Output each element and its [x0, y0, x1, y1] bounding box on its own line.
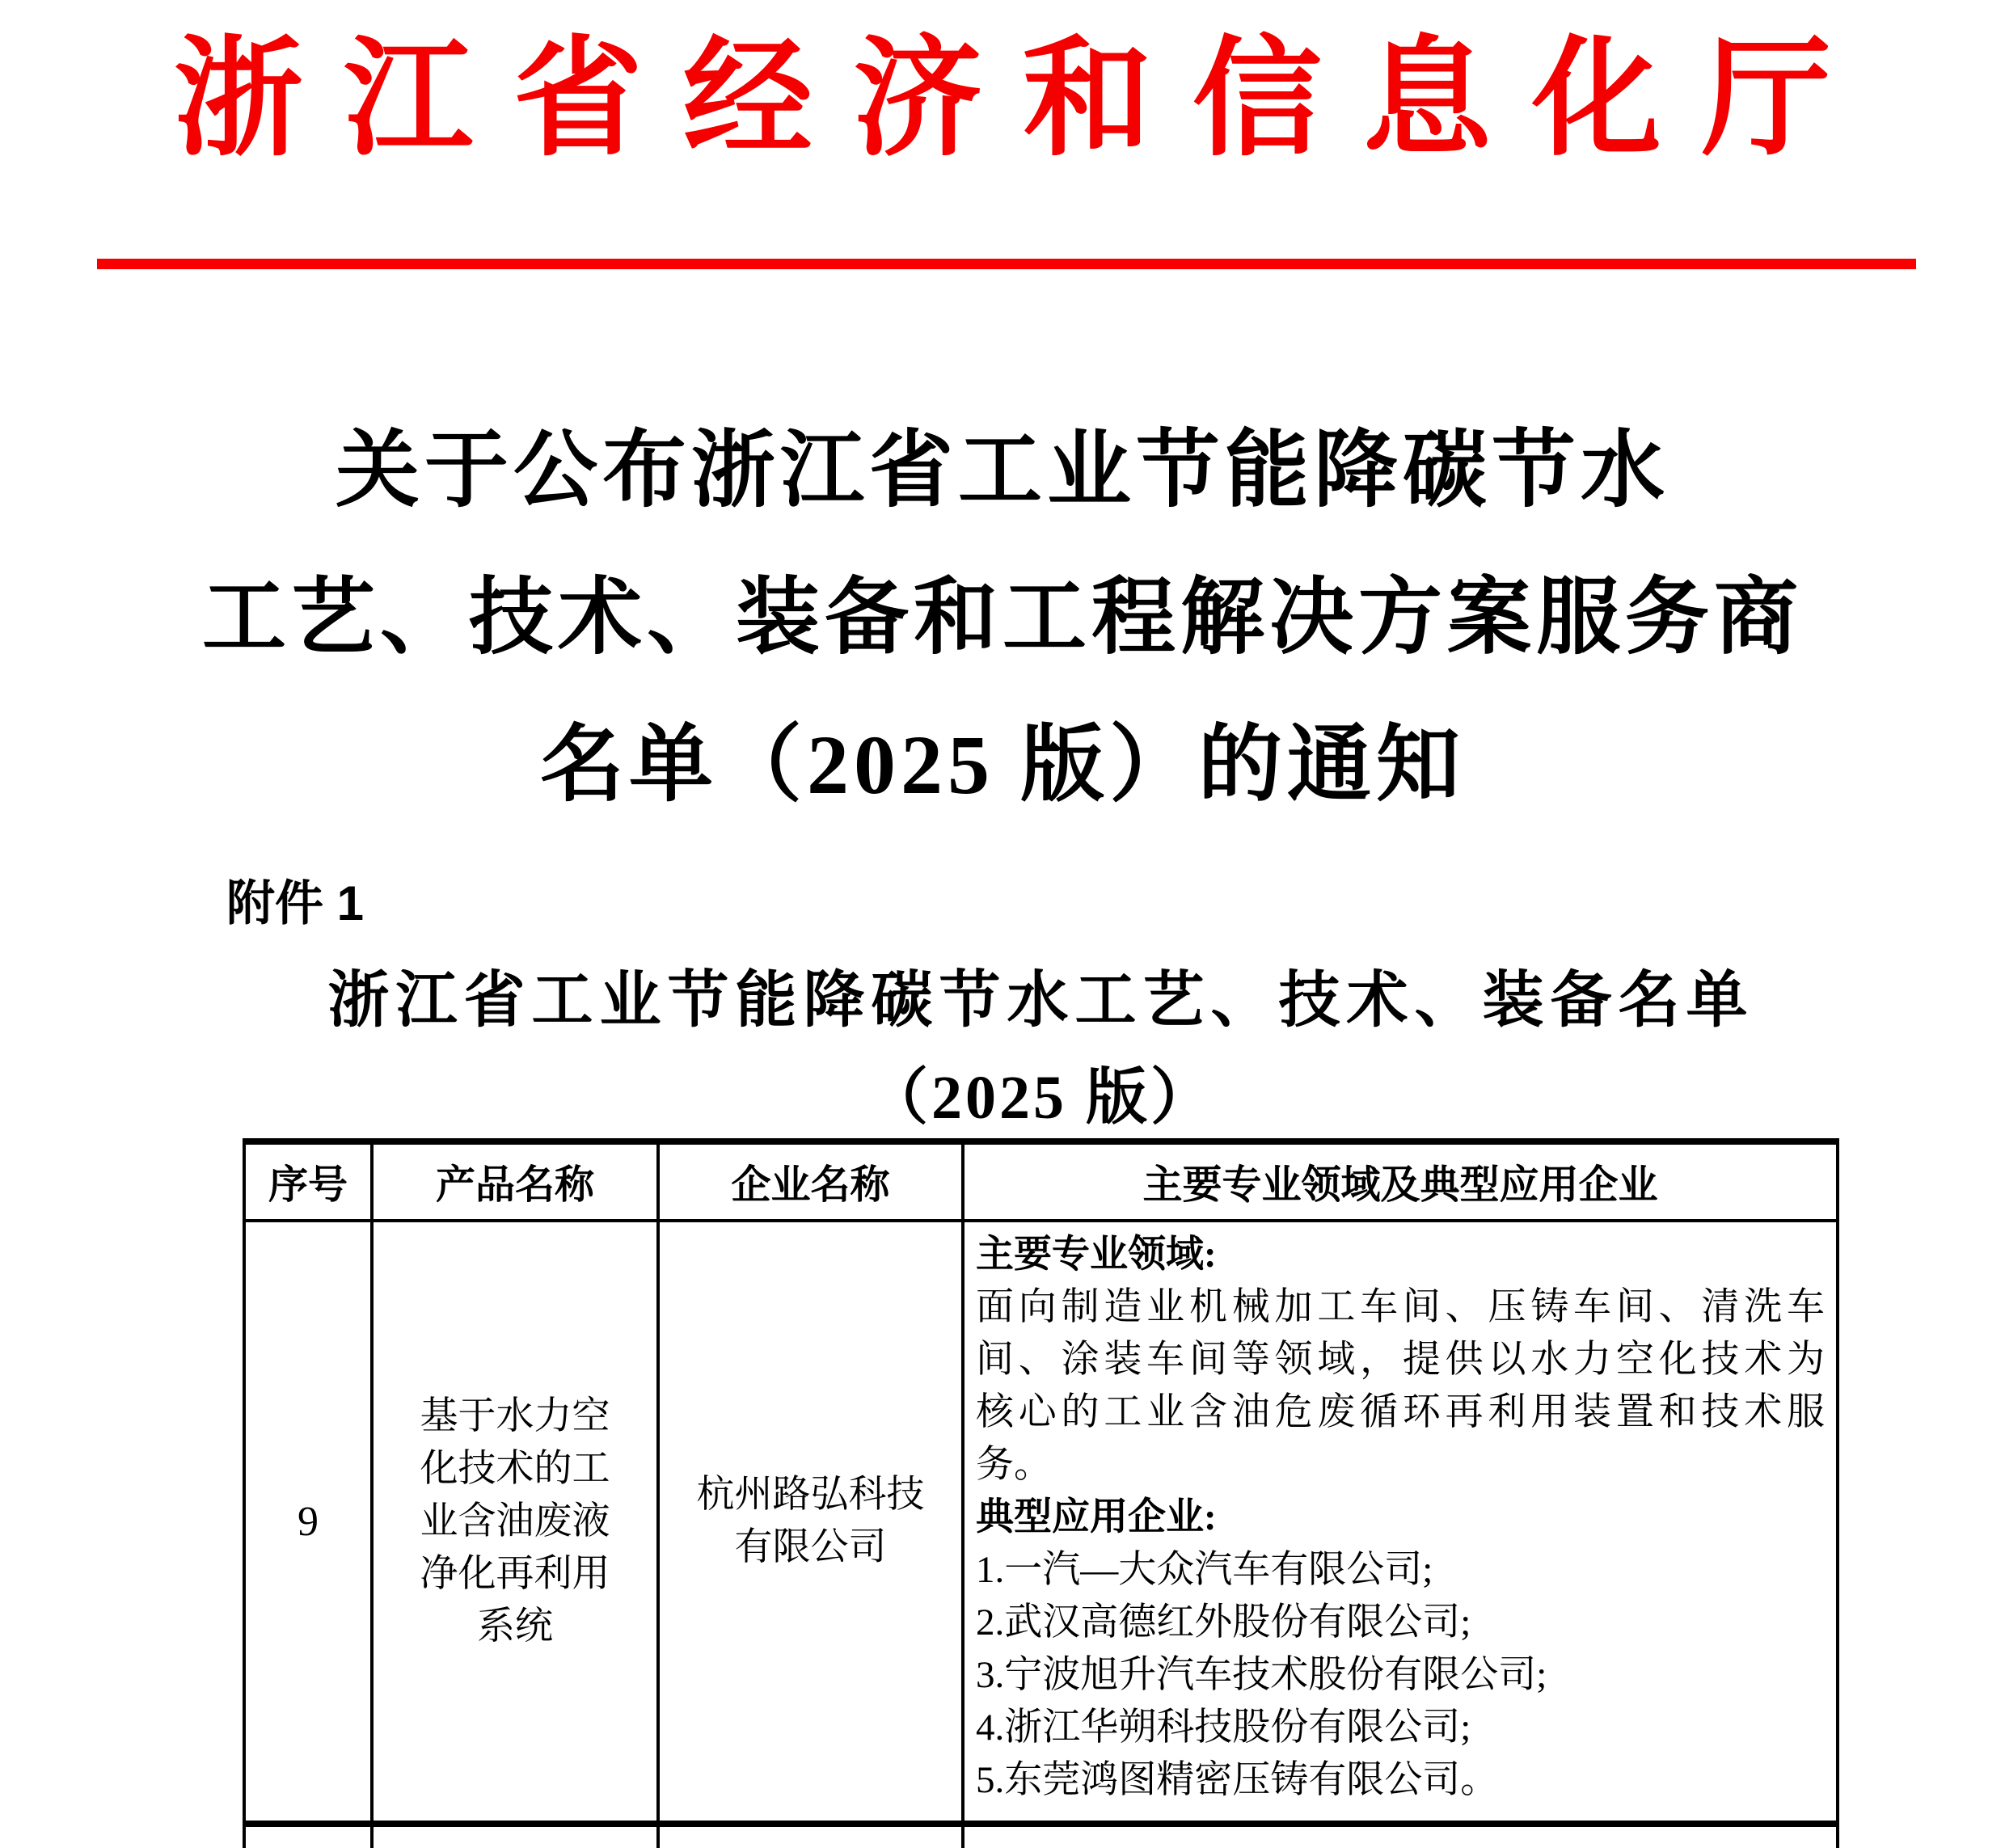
text-line: 间、涂装车间等领域，提供以水力空化技术为 [976, 1339, 1825, 1381]
cell-empty [963, 1824, 1838, 1848]
table-row [244, 1221, 1838, 1824]
table-row-partial [244, 1824, 1838, 1848]
list-item: 2.武汉高德红外股份有限公司; [976, 1601, 1471, 1643]
list-item: 3.宁波旭升汽车技术股份有限公司; [976, 1654, 1547, 1696]
text-line: 净化再利用 [420, 1552, 610, 1595]
text-line: 业含油废液 [420, 1500, 610, 1542]
list-item: 4.浙江华朔科技股份有限公司; [976, 1707, 1471, 1749]
letterhead-title: 浙江省经济和信息化厅 [173, 27, 1872, 171]
col-header-product: 产品名称 [372, 1141, 658, 1221]
list-item: 5.东莞鸿图精密压铸有限公司。 [976, 1759, 1499, 1801]
notice-title-line-2: 工艺、技术、装备和工程解决方案服务商 [201, 572, 1803, 665]
text-line: 杭州路弘科技 [696, 1474, 925, 1516]
field-section-label: 主要专业领域: [976, 1234, 1217, 1276]
col-header-company: 企业名称 [658, 1141, 963, 1221]
apps-section-label: 典型应用企业: [976, 1496, 1217, 1538]
text-line: 系统 [477, 1605, 553, 1648]
cell-empty [244, 1824, 372, 1848]
col-header-detail: 主要专业领域及典型应用企业 [963, 1141, 1838, 1221]
cell-serial-number: 9 [244, 1221, 372, 1824]
cell-product-name [372, 1221, 658, 1824]
col-header-serial: 序号 [244, 1141, 372, 1221]
text-line: 基于水力空 [420, 1394, 610, 1437]
notice-title-line-3: 名单（2025 版）的通知 [539, 719, 1465, 812]
text-line: 核心的工业含油危废循环再利用装置和技术服 [976, 1391, 1825, 1433]
attachment-label: 附件 1 [226, 876, 365, 930]
attachment-title: 浙江省工业节能降碳节水工艺、技术、装备名单 [327, 967, 1754, 1035]
cell-company-name [658, 1221, 963, 1824]
cell-empty [372, 1824, 658, 1848]
equipment-list-table [243, 1138, 1839, 1848]
table-header-row [244, 1141, 1838, 1221]
text-line: 务。 [976, 1444, 1052, 1486]
text-line: 面向制造业机械加工车间、压铸车间、清洗车 [976, 1286, 1825, 1328]
text-line: 有限公司 [734, 1526, 887, 1568]
notice-title-line-1: 关于公布浙江省工业节能降碳节水 [335, 424, 1669, 517]
attachment-subtitle: （2025 版） [867, 1064, 1215, 1132]
cell-empty [658, 1824, 963, 1848]
cell-detail [963, 1221, 1838, 1824]
letterhead-divider [97, 259, 1916, 269]
list-item: 1.一汽—大众汽车有限公司; [976, 1549, 1433, 1591]
text-line: 化技术的工 [420, 1447, 610, 1490]
notice-title [0, 398, 2005, 839]
